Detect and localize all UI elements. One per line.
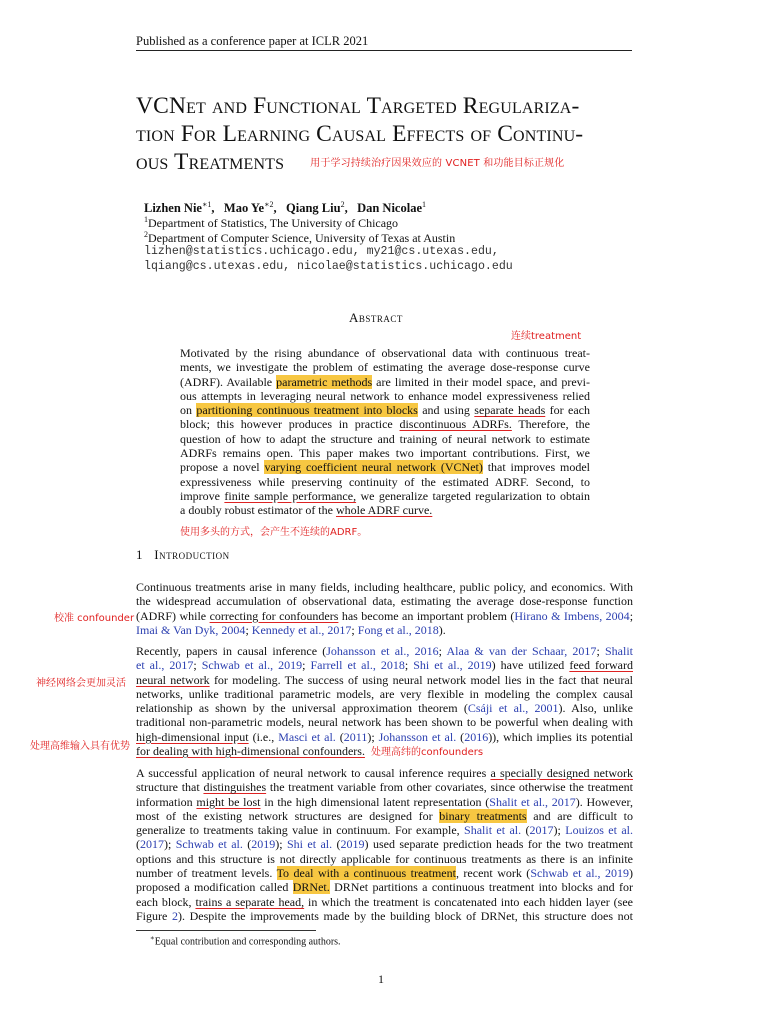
- intro-line: [136, 780, 633, 794]
- abstract-note-bottom: 使用多头的方式，会产生不连续的ADRF。: [180, 527, 368, 538]
- text: Figure: [136, 908, 172, 923]
- intro-line: options and this structure is not directly applicable for continuous treatments as there is an infinite: [136, 851, 633, 866]
- running-header: Published as a conference paper at ICLR 2021: [136, 34, 369, 48]
- citation[interactable]: Shalit et al.: [464, 823, 522, 838]
- intro-line: [136, 895, 633, 909]
- margin-note-3: 处理高维输入具有优势: [30, 741, 130, 752]
- underline: correcting for confounders: [209, 608, 339, 623]
- intro-line: [136, 880, 633, 894]
- author-sep: ,: [273, 201, 277, 216]
- underline: finite sample performance,: [224, 488, 357, 503]
- intro-paragraph-2: [136, 644, 633, 758]
- abstract-line: expressiveness while preserving continuity of the estimated ADRF. Second, to: [180, 474, 590, 489]
- author-list: [144, 200, 426, 216]
- text: improve: [180, 488, 225, 503]
- text: for modeling. The success of using neural network model lies in the fact that neural: [209, 672, 633, 687]
- title-line-3: [136, 148, 656, 178]
- intro-line: [136, 809, 633, 823]
- abstract-line: question of how to adapt the structure and training of neural network to estimate: [180, 431, 590, 446]
- citation[interactable]: 2019: [251, 837, 276, 852]
- title-line-1: VCNet and Functional Targeted Regulariza-: [136, 93, 580, 119]
- abstract-body: [180, 346, 590, 518]
- intro-line: [136, 823, 633, 837]
- affiliation-2-sup: 2: [144, 230, 148, 239]
- text: Recently, papers in causal inference (: [136, 644, 327, 658]
- intro-line: networks, unlike traditional parametric models, are very flexible in modeling the complex causal: [136, 686, 633, 701]
- affiliation-2-text: Department of Computer Science, University of Texas at Austin: [148, 231, 456, 245]
- footnote-rule: [136, 930, 316, 931]
- author-sep: ,: [344, 201, 348, 216]
- text: are limited in their model space, and previ-: [372, 374, 590, 389]
- intro-line: traditional non-parametric models, neural network has been shown to be powerful when dealing with: [136, 715, 633, 730]
- text: ). Also, unlike: [558, 701, 634, 716]
- author-sep: ,: [211, 201, 215, 216]
- intro-line: [136, 673, 633, 687]
- citation[interactable]: Johansson et al., 2016: [326, 644, 439, 658]
- intro-line: [136, 744, 633, 758]
- title-annotation: 用于学习持续治疗因果效应的 VCNET 和功能目标正规化: [310, 158, 565, 169]
- text: ) have utilized: [491, 658, 570, 673]
- email-line-1: lizhen@statistics.uchicago.edu, my21@cs.utexas.edu,: [144, 245, 499, 258]
- author-2-sup: ∗2: [264, 200, 274, 209]
- text: ;: [302, 658, 311, 673]
- text: (: [136, 837, 140, 852]
- citation[interactable]: Schwab et al.: [175, 837, 243, 852]
- citation[interactable]: Shi et al.: [287, 837, 333, 852]
- intro-line: [136, 795, 633, 809]
- abstract-note-top: 连续treatment: [511, 331, 582, 342]
- citation[interactable]: Hirano & Imbens, 2004: [514, 608, 630, 623]
- text: (: [332, 837, 341, 852]
- author-1: Lizhen Nie: [144, 201, 202, 216]
- underline: high-dimensional input: [136, 729, 249, 744]
- text: and using: [417, 403, 475, 418]
- text: ) used separate prediction heads for the two treatment: [364, 837, 633, 852]
- citation[interactable]: Fong et al., 2018: [357, 622, 439, 637]
- text: ;: [629, 608, 634, 623]
- underline: distinguishes: [203, 780, 267, 795]
- text: we generalize targeted regularization to obtain: [356, 488, 590, 503]
- citation[interactable]: Kennedy et al., 2017: [251, 622, 352, 637]
- citation[interactable]: Schwab et al., 2019: [530, 866, 629, 881]
- text: and are difficult to: [526, 808, 634, 823]
- text: proposed a modification called: [136, 880, 293, 895]
- text: );: [164, 837, 176, 852]
- citation[interactable]: Csáji et al., 2001: [467, 701, 559, 716]
- text: block; this however produces in practice: [180, 417, 400, 432]
- author-3: Qiang Liu: [286, 201, 341, 216]
- section-number: 1: [136, 547, 143, 562]
- text: (ADRF). Available: [180, 374, 277, 389]
- citation[interactable]: Johansson et al.: [378, 729, 457, 744]
- text: the treatment variable from other covariates, since otherwise the treatment: [266, 780, 633, 795]
- intro-line: [136, 766, 633, 780]
- text: );: [367, 729, 379, 744]
- citation[interactable]: Alaa & van der Schaar, 2017: [446, 644, 597, 658]
- text: (i.e.,: [248, 729, 279, 744]
- text: ;: [193, 658, 202, 673]
- author-4-sup: 1: [422, 200, 426, 209]
- text: (: [456, 729, 465, 744]
- citation[interactable]: et al., 2017: [136, 658, 194, 673]
- intro-line: [136, 866, 633, 880]
- text: in the high dimensional latent representation (: [260, 794, 490, 809]
- citation[interactable]: 2011: [343, 729, 368, 744]
- citation[interactable]: 2017: [140, 837, 164, 852]
- text: each block,: [136, 894, 196, 909]
- text: ;: [596, 644, 605, 658]
- text: ). However,: [575, 794, 634, 809]
- intro-line: [136, 837, 633, 851]
- text: A successful application of neural network to causal inference requires: [136, 766, 491, 780]
- text: );: [553, 823, 566, 838]
- text: has become an important problem (: [338, 608, 515, 623]
- citation[interactable]: Schwab et al., 2019: [201, 658, 303, 673]
- author-3-sup: 2: [340, 200, 345, 209]
- text: most of the existing network structures are designed for: [136, 808, 440, 823]
- intro-line: [136, 623, 633, 637]
- abstract-line: [180, 417, 590, 431]
- section-heading: [136, 547, 230, 563]
- intro-line: the widespread accumulation of observational data, estimating the average dose-response function: [136, 594, 633, 609]
- footnote: [150, 934, 341, 947]
- text: ;: [351, 622, 358, 637]
- intro-paragraph-3: [136, 766, 633, 923]
- abstract-heading: Abstract: [349, 310, 403, 325]
- affiliation-1: [144, 215, 398, 231]
- intro-paragraph-1: [136, 580, 633, 637]
- underline: a specially designed network: [490, 766, 633, 780]
- highlight: DRNet.: [292, 880, 330, 895]
- text: );: [275, 837, 287, 852]
- citation[interactable]: Imai & Van Dyk, 2004: [136, 622, 246, 637]
- citation[interactable]: Masci et al.: [278, 729, 336, 744]
- text: ): [629, 866, 633, 881]
- text: ). Despite the improvements made by the building block of DRNet, this structure does not: [177, 908, 633, 923]
- email-line-2: lqiang@cs.utexas.edu, nicolae@statistics.uchicago.edu: [144, 260, 513, 273]
- abstract-line: [180, 503, 590, 517]
- underline: neural network: [136, 672, 210, 687]
- text: a doubly robust estimator of the: [180, 503, 336, 518]
- text: structure that: [136, 780, 204, 795]
- affiliation-2: [144, 230, 455, 246]
- abstract-line: ments, we investigate the problem of estimating the average dose-response curve: [180, 360, 590, 375]
- inline-note: 处理高纬的confounders: [370, 747, 484, 759]
- text: number of treatment levels.: [136, 866, 277, 881]
- citation[interactable]: Shalit: [605, 644, 634, 658]
- text: DRNet partitions a continuous treatment into blocks and for: [329, 880, 633, 895]
- text: (ADRF) while: [136, 608, 210, 623]
- text: (: [335, 729, 344, 744]
- abstract-line: [180, 403, 590, 417]
- citation[interactable]: Farrell et al., 2018: [310, 658, 405, 673]
- intro-line: [136, 609, 633, 623]
- citation[interactable]: 2017: [529, 823, 554, 838]
- intro-line: [136, 701, 633, 715]
- author-1-sup: ∗1: [201, 200, 212, 209]
- highlight: binary treatments: [439, 808, 527, 823]
- intro-line: [136, 730, 633, 744]
- citation[interactable]: 2: [171, 908, 178, 923]
- footnote-mark: ∗: [150, 934, 155, 942]
- header-rule: [136, 50, 632, 51]
- text: Therefore, the: [511, 417, 590, 432]
- underline: feed forward: [569, 658, 633, 673]
- text: (: [521, 823, 530, 838]
- underline: discontinuous ADRFs.: [399, 417, 512, 432]
- affiliation-1-sup: 1: [144, 215, 148, 224]
- intro-line: [136, 644, 633, 658]
- intro-line: [136, 658, 633, 672]
- intro-line: [136, 909, 633, 923]
- text: in which the treatment is concatenated into each hidden layer (see: [304, 894, 633, 909]
- text: relationship as shown by the universal approximation theorem (: [136, 701, 468, 716]
- section-title: Introduction: [154, 547, 230, 562]
- abstract-line: [180, 375, 590, 389]
- text: generalize to treatments taking value in continuum. For example,: [136, 823, 465, 838]
- underline: might be lost: [196, 794, 261, 809]
- highlight: varying coefficient neural network (VCNet): [264, 460, 483, 475]
- footnote-text: Equal contribution and corresponding authors.: [154, 936, 341, 948]
- underline: for dealing with high-dimensional confounders.: [136, 744, 365, 759]
- text: ;: [438, 644, 447, 658]
- text: ).: [438, 622, 446, 637]
- text: that improves model: [482, 460, 591, 475]
- text: propose a novel: [180, 460, 265, 475]
- title-line-2: tion For Learning Causal Effects of Continu-: [136, 121, 584, 147]
- text: ;: [404, 658, 414, 673]
- author-2: Mao Ye: [223, 201, 265, 216]
- text: for each: [545, 403, 590, 418]
- text: on: [180, 403, 197, 418]
- text: , recent work (: [455, 866, 531, 881]
- abstract-line: ous attempts in leveraging neural network to enhance model expressiveness relied: [180, 388, 590, 403]
- paper-title: [136, 92, 656, 178]
- page-number: 1: [378, 972, 384, 986]
- title-line-3-text: ous Treatments: [136, 149, 285, 175]
- citation[interactable]: Louizos et al.: [565, 823, 633, 838]
- abstract-line: Motivated by the rising abundance of observational data with continuous treat-: [180, 346, 590, 360]
- abstract-line: [180, 460, 590, 474]
- text: (: [242, 837, 252, 852]
- citation[interactable]: Shalit et al., 2017: [489, 794, 576, 809]
- text: ;: [245, 622, 252, 637]
- text: information: [136, 794, 197, 809]
- margin-note-1: 校准 confounder: [54, 613, 135, 624]
- citation[interactable]: 2019: [340, 837, 365, 852]
- highlight: partitioning continuous treatment into blocks: [196, 403, 418, 418]
- underline: whole ADRF curve.: [335, 503, 433, 518]
- author-4: Dan Nicolae: [357, 201, 422, 216]
- text: )), which implies its potential: [488, 729, 634, 744]
- abstract-line: ADRFs remains open. This paper makes two important contributions. First, we: [180, 446, 590, 461]
- underline: separate heads: [474, 403, 546, 418]
- citation[interactable]: 2016: [464, 729, 489, 744]
- affiliation-1-text: Department of Statistics, The University of Chicago: [148, 216, 399, 230]
- highlight: parametric methods: [276, 374, 373, 389]
- highlight: To deal with a continuous treatment: [276, 866, 456, 881]
- abstract-line: [180, 489, 590, 503]
- citation[interactable]: Shi et al., 2019: [413, 658, 492, 673]
- margin-note-2: 神经网络会更加灵活: [36, 678, 126, 689]
- underline: trains a separate head,: [195, 894, 305, 909]
- intro-line: Continuous treatments arise in many fields, including healthcare, public policy, and economics. With: [136, 580, 633, 594]
